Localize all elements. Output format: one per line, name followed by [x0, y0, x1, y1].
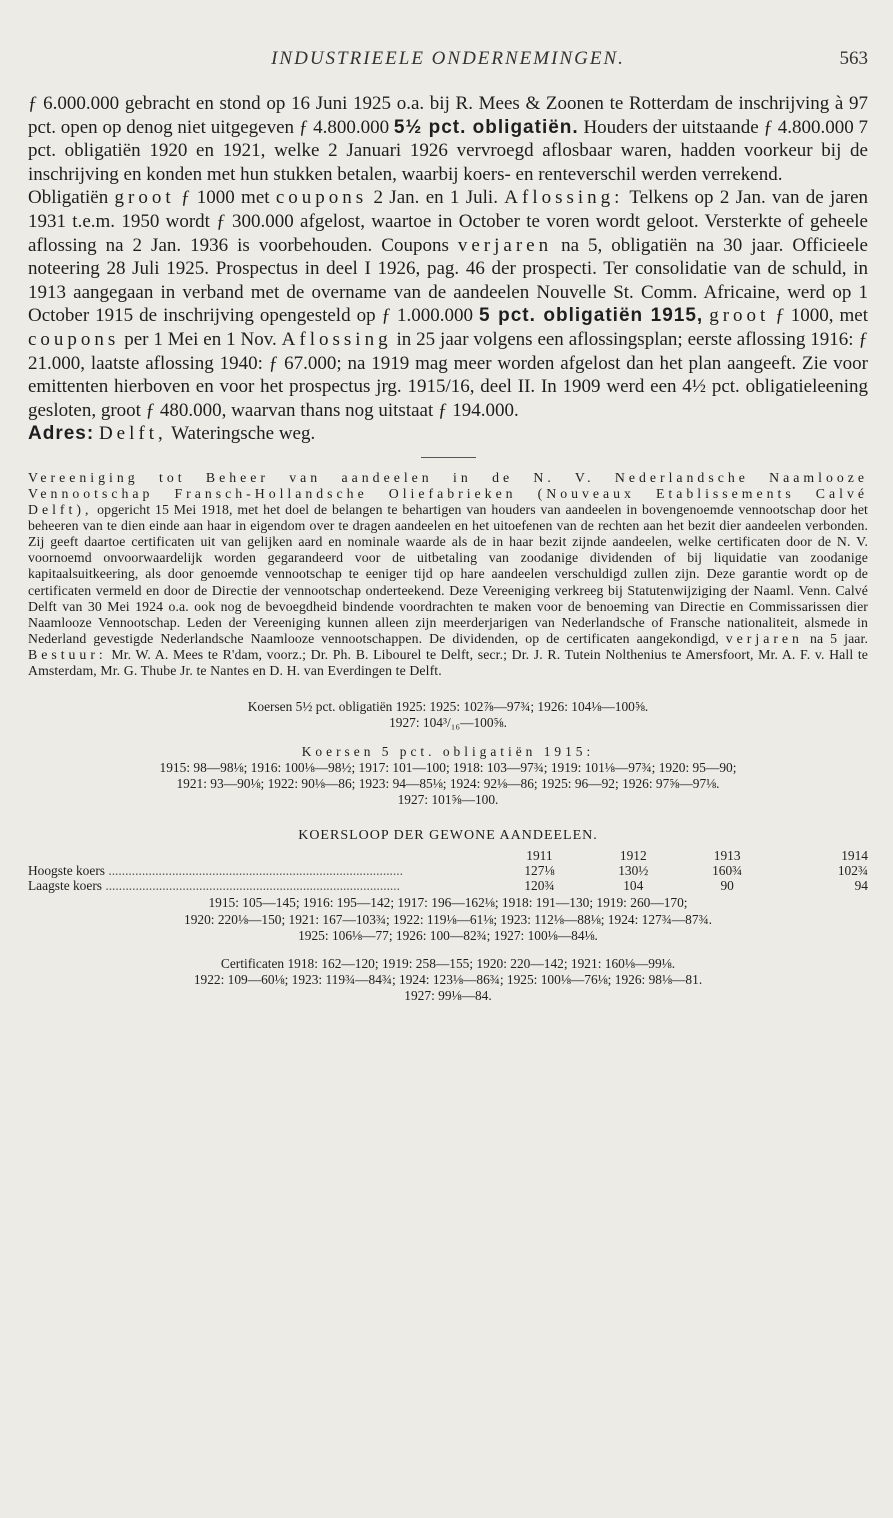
- entry-vereeniging: [28, 470, 868, 679]
- entry-bond-issue: [28, 92, 868, 446]
- entry2-heading: Vereeniging tot Beheer van aandeelen in de N. V. Nederlandsche Naamlooze Vennootschap Fransch-Hollandsche Oliefabrieken (Nouveaux Etablissements Calvé Delft),: [28, 469, 868, 518]
- entry1-paragraph: ƒ 6.000.000 gebracht en stond op 16 Juni 1925 o.a. bij R. Mees & Zoonen te Rotterdam de inschrijving à 97 pct. open op denog niet uitgegeven ƒ 4.800.000 5½ pct. obligatiën. Houders der uitstaande ƒ 4.800.000 7 pct. obligatiën 1920 en 1921, welke 2 Januari 1926 vervroegd aflosbaar waren, hadden voorkeur bij de inschrijving en konden met hun stukken betalen, waarbij koers- en renteverschil werden verrekend. Obligatiën groot ƒ 1000 met coupons 2 Jan. en 1 Juli. Aflossing: Telkens op 2 Jan. van de jaren 1931 t.e.m. 1950 wordt ƒ 300.000 afgelost, waartoe in October te voren wordt geloot. Versterkte of geheele aflossing na 2 Jan. 1936 is voorbehouden. Coupons verjaren na 5, obligatiën na 30 jaar. Officieele noteering 28 Juli 1925. Prospectus in deel I 1926, pag. 46 der prospecti. Ter consolidatie van de schuld, in 1913 aangegaan in verband met de overname van de aandeelen Nouvelle St. Comm. Africaine, werd op 1 October 1915 de inschrijving opengesteld op ƒ 1.000.000 5 pct. obligatiën 1915, groot ƒ 1000, met coupons per 1 Mei en 1 Nov. Aflossing in 25 jaar volgens een aflossingsplan; eerste aflossing 1916: ƒ 21.000, laatste aflossing 1940: ƒ 67.000; na 1919 mag meer worden afgelost dan het plan aangeeft. Zie voor emittenten hierboven en voor het prospectus jrg. 1915/16, deel II. In 1909 werd een 4½ pct. obligatieleening gesloten, groot ƒ 480.000, waarvan thans nog uitstaat ƒ 194.000.: [28, 93, 869, 421]
- koersloop-title: KOERSLOOP DER GEWONE AANDEELEN.: [298, 828, 598, 844]
- koersen-55-block: Koersen 5½ pct. obligatiën 1925: 1925: 102⅞—97¾; 1926: 104⅛—100⅝. 1927: 104³/₁₆—100⅝. Koersen 5 pct. obligatiën 1915: 1915: 98—98⅛; 1916: 100⅛—98½; 1917: 101—100; 1918: 103—97¾; 1919: 101⅛—97¾; 1920: 95—90; 1921: 93—90⅛; 1922: 90⅛—86; 1923: 94—85⅛; 1924: 92⅛—86; 1925: 96—92; 1926: 97⅝—97⅛. 1927: 101⅝—100.: [28, 699, 868, 808]
- table-row: Laagste koers ........................................................................................ 120¾ 104 90 94: [28, 878, 868, 894]
- certificaten-block: Certificaten 1918: 162—120; 1919: 258—155; 1920: 220—142; 1921: 160⅛—99⅛. 1922: 109—60⅛; 1923: 119¾—84¾; 1924: 123⅛—86¾; 1925: 100⅛—76⅛; 1926: 98⅛—81. 1927: 99⅛—84.: [193, 955, 703, 1004]
- page-number: 563: [839, 48, 868, 69]
- table-row: Hoogste koers ........................................................................................ 127⅛ 130½ 160¾ 102¾: [28, 863, 868, 879]
- koersen-5-heading: Koersen 5 pct. obligatiën 1915:: [301, 743, 595, 759]
- koersloop-years: 1915: 105—145; 1916: 195—142; 1917: 196—162⅛; 1918: 191—130; 1919: 260—170; 1920: 220⅛—150; 1921: 167—103¾; 1922: 119⅛—61⅛; 1923: 112⅛—88⅛; 1924: 127¾—87¾. 1925: 106⅛—77; 1926: 100—82¾; 1927: 100⅛—84⅛.: [184, 895, 712, 943]
- address-label: Adres:: [28, 423, 95, 445]
- bond-55-heading: 5½ pct. obligatiën.: [393, 116, 579, 138]
- running-title: INDUSTRIEELE ONDERNEMINGEN.: [271, 48, 625, 69]
- koersloop-table: [28, 848, 868, 893]
- document-page: [28, 48, 868, 1005]
- bond-1915-heading: 5 pct. obligatiën 1915,: [479, 305, 704, 327]
- address-line: Adres: Delft, Wateringsche weg.: [28, 423, 316, 445]
- table-header-row: 1911 1912 1913 1914: [526, 848, 868, 864]
- page-header: [28, 48, 868, 78]
- entry2-paragraph: Vereeniging tot Beheer van aandeelen in de N. V. Nederlandsche Naamlooze Vennootschap Fransch-Hollandsche Oliefabrieken (Nouveaux Etablissements Calvé Delft), opgericht 15 Mei 1918, met het doel de belangen te behartigen van houders van aandeelen in bovengenoemde vennootschap door het beheeren van te dien einde aan haar in eigendom over te dragen aandeelen en het uitoefenen van de rechten aan het bezit dier aandeelen verbonden. Zij geeft daartoe certificaten uit van gelijken aard en nominale waarde als de in haar bezit zijnde aandeelen, welke certificaten door de N. V. voornoemd onvoorwaardelijk worden gegarandeerd voor de uitbetaling van zoodanige dividenden of bij liquidatie van zoodanige kapitaalsuitkeering, als door genoemde vennootschap te eeniger tijd op hare aandeelen verschuldigd zullen zijn. Deze garantie wordt op de certificaten vermeld en door de Directie der vennootschap onderteekend. Deze Vereeniging verkreeg bij Statutenwijziging der Naaml. Venn. Calvé Delft van 30 Mei 1924 o.a. ook nog de bevoegdheid bindende voordrachten te maken voor de benoeming van Directie en Commissarissen dier Naamlooze Vennootschap. Leden der Vereeniging kunnen alleen zijn meerderjarigen van Nederlandsche of Fransche nationaliteit, alsmede in Nederland gevestigde Nederlandsche Naamlooze vennootschappen. De dividenden, op de certificaten aangekondigd, verjaren na 5 jaar. Bestuur: Mr. W. A. Mees te R'dam, voorz.; Dr. Ph. B. Libourel te Delft, secr.; Dr. J. R. Tutein Nolthenius te Amersfoort, Mr. A. F. v. Hall te Amsterdam, Mr. G. Thube Jr. te Nantes en D. H. van Everdingen te Delft.: [28, 469, 869, 679]
- section-divider: [421, 457, 476, 458]
